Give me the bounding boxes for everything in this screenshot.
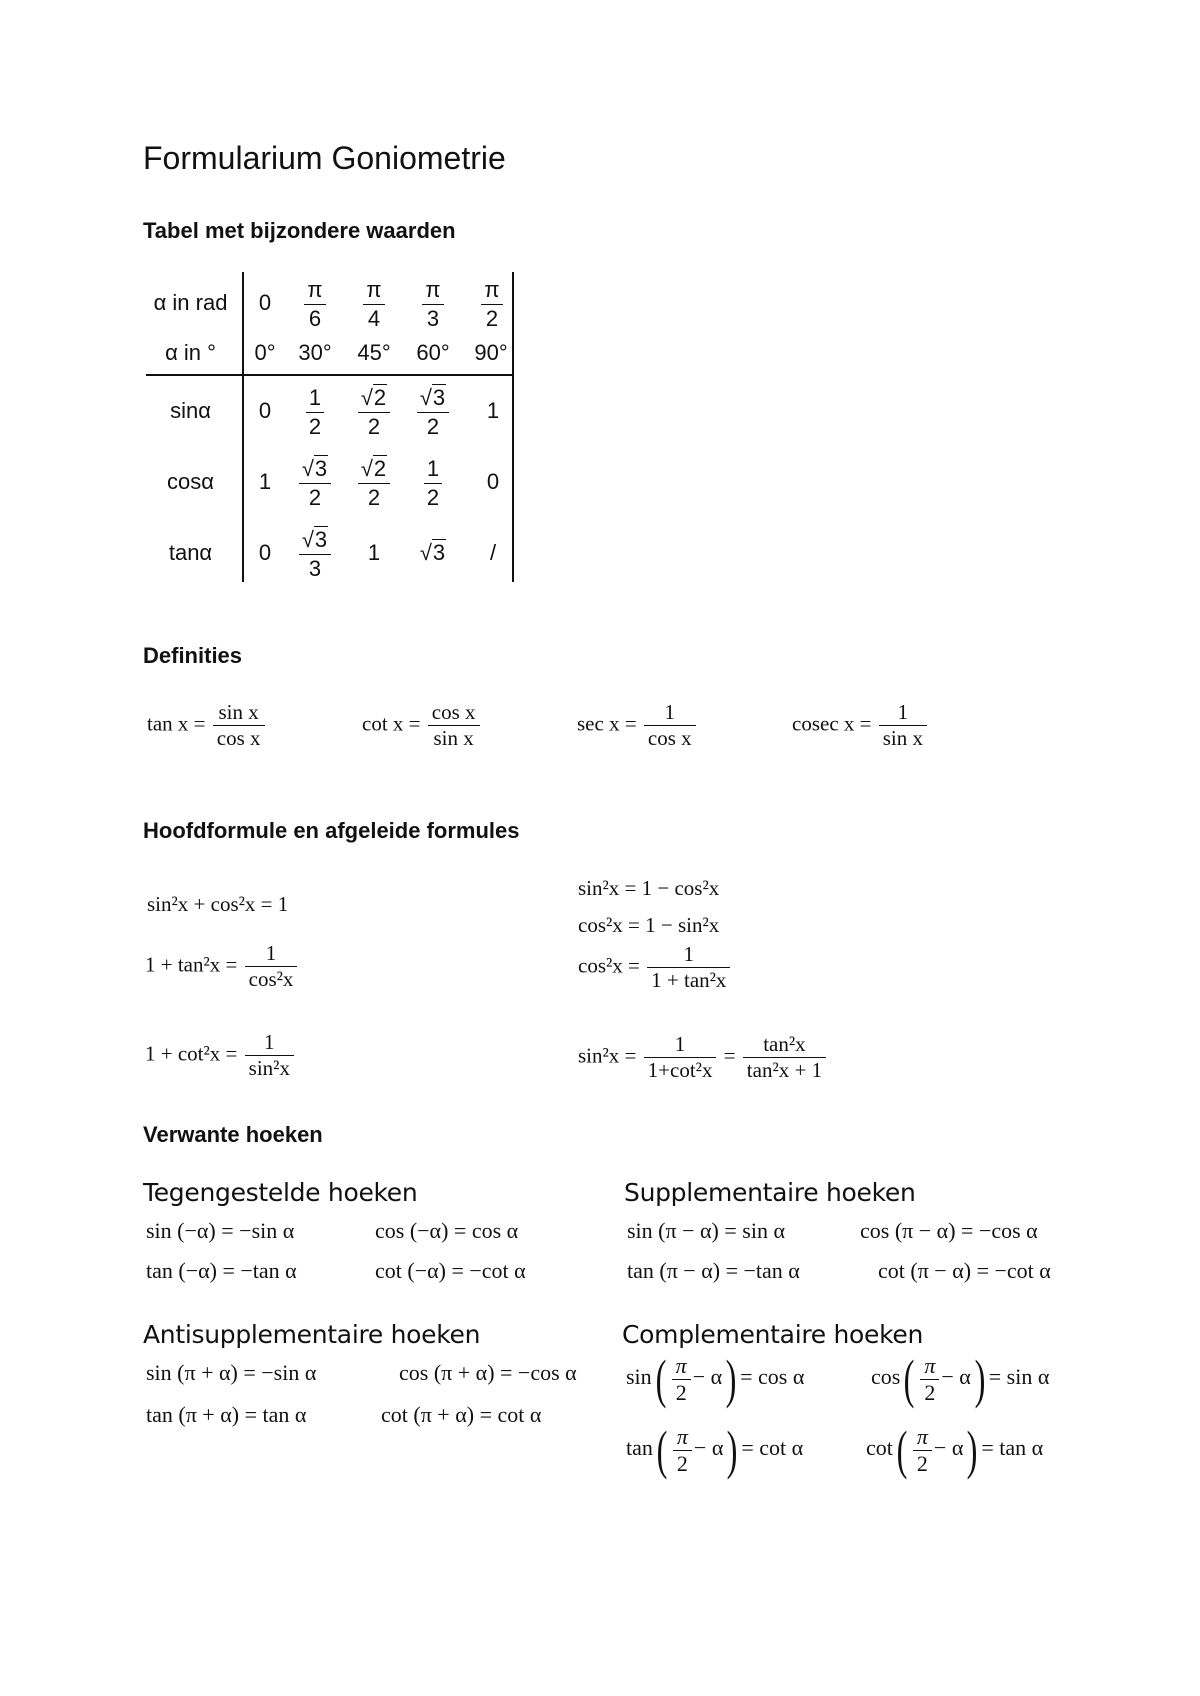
opposite-cot: cot (−α) = −cot α xyxy=(375,1258,526,1283)
antisupplementary-tan: tan (π + α) = tan α xyxy=(146,1402,307,1427)
row-label-cos: cosα xyxy=(167,469,214,494)
formula-pythagoras: sin²x + cos²x = 1 xyxy=(147,892,289,916)
formula-sin-squared: sin²x = 1 − cos²x xyxy=(578,876,720,900)
section-heading-table: Tabel met bijzondere waarden xyxy=(143,218,456,243)
row-label-rad: α in rad xyxy=(153,290,228,315)
cell-rad-90: $\frac{\pi}{2}$ xyxy=(474,276,510,333)
section-heading-main-formulas: Hoofdformule en afgeleide formules xyxy=(143,818,520,843)
opposite-sin: sin (−α) = −sin α xyxy=(146,1218,295,1243)
definition-cot: cot x = $\frac{\text{cos x}}{\text{sin x}}$ xyxy=(362,700,482,751)
table-divider-horizontal xyxy=(146,374,512,376)
row-label-sin: sinα xyxy=(170,398,211,423)
cell-deg-60: 60° xyxy=(416,340,450,365)
cell-tan-90: / xyxy=(489,540,497,565)
antisupplementary-sin: sin (π + α) = −sin α xyxy=(146,1360,317,1385)
table-divider-vertical xyxy=(242,272,244,582)
cell-cos-45: $\frac{√2}{2}$ xyxy=(352,455,396,512)
section-heading-definitions: Definities xyxy=(143,643,243,668)
cell-tan-0: 0 xyxy=(258,540,272,565)
cell-tan-45: 1 xyxy=(367,540,381,565)
cell-rad-60: $\frac{\pi}{3}$ xyxy=(415,276,451,333)
supplementary-tan: tan (π − α) = −tan α xyxy=(627,1258,800,1283)
subheading-antisupplementary: Antisupplementaire hoeken xyxy=(143,1320,481,1349)
formula-cos-squared: cos²x = 1 − sin²x xyxy=(578,913,720,937)
cell-deg-0: 0° xyxy=(254,340,276,365)
row-label-tan: tanα xyxy=(168,540,213,565)
cell-sin-90: 1 xyxy=(486,398,500,423)
formula-one-plus-tan: 1 + tan²x = $\frac{1}{\text{cos²x}}$ xyxy=(145,941,299,992)
complementary-cot: cot( $\frac{\pi}{2}$ − α) = tan α xyxy=(866,1420,1044,1480)
subheading-opposite: Tegengestelde hoeken xyxy=(143,1178,418,1207)
complementary-cos: cos( $\frac{\pi}{2}$ − α) = sin α xyxy=(871,1349,1050,1409)
cell-tan-30: $\frac{√3}{3}$ xyxy=(293,526,337,583)
cell-cos-0: 1 xyxy=(258,469,272,494)
cell-cos-60: $\frac{1}{2}$ xyxy=(413,455,453,512)
row-label-deg: α in ° xyxy=(165,340,216,365)
cell-cos-90: 0 xyxy=(486,469,500,494)
cell-tan-60: √3 xyxy=(419,540,446,565)
subheading-supplementary: Supplementaire hoeken xyxy=(624,1178,916,1207)
antisupplementary-cot: cot (π + α) = cot α xyxy=(381,1402,542,1427)
cell-rad-0: 0 xyxy=(258,290,272,315)
section-heading-related-angles: Verwante hoeken xyxy=(143,1122,323,1147)
formula-sin-squared-cot: sin²x = $\frac{1}{\text{1+cot²x}}$ = $\frac{\text{tan²x}}{\text{tan²x + 1}}$ xyxy=(578,1032,828,1083)
cell-deg-90: 90° xyxy=(474,340,508,365)
cell-rad-45: $\frac{\pi}{4}$ xyxy=(356,276,392,333)
formula-cos-squared-tan: cos²x = $\frac{1}{\text{1 + tan²x}}$ xyxy=(578,942,732,993)
supplementary-sin: sin (π − α) = sin α xyxy=(627,1218,785,1243)
supplementary-cos: cos (π − α) = −cos α xyxy=(860,1218,1038,1243)
cell-sin-0: 0 xyxy=(258,398,272,423)
opposite-tan: tan (−α) = −tan α xyxy=(146,1258,297,1283)
cell-cos-30: $\frac{√3}{2}$ xyxy=(293,455,337,512)
supplementary-cot: cot (π − α) = −cot α xyxy=(878,1258,1051,1283)
complementary-sin: sin( $\frac{\pi}{2}$ − α) = cos α xyxy=(626,1349,805,1409)
cell-sin-30: $\frac{1}{2}$ xyxy=(295,384,335,441)
opposite-cos: cos (−α) = cos α xyxy=(375,1218,519,1243)
cell-rad-30: $\frac{\pi}{6}$ xyxy=(297,276,333,333)
cell-sin-60: $\frac{√3}{2}$ xyxy=(411,384,455,441)
table-border-right xyxy=(512,272,514,582)
cell-deg-45: 45° xyxy=(357,340,391,365)
definition-tan: tan x = $\frac{\text{sin x}}{\text{cos x}}$ xyxy=(147,700,267,751)
formula-one-plus-cot: 1 + cot²x = $\frac{1}{\text{sin²x}}$ xyxy=(145,1030,296,1081)
antisupplementary-cos: cos (π + α) = −cos α xyxy=(399,1360,577,1385)
subheading-complementary: Complementaire hoeken xyxy=(622,1320,924,1349)
cell-deg-30: 30° xyxy=(298,340,332,365)
cell-sin-45: $\frac{√2}{2}$ xyxy=(352,384,396,441)
complementary-tan: tan( $\frac{\pi}{2}$ − α) = cot α xyxy=(626,1420,804,1480)
page-title: Formularium Goniometrie xyxy=(143,140,506,176)
definition-cosec: cosec x = $\frac{1}{\text{sin x}}$ xyxy=(792,700,929,751)
definition-sec: sec x = $\frac{1}{\text{cos x}}$ xyxy=(577,700,698,751)
